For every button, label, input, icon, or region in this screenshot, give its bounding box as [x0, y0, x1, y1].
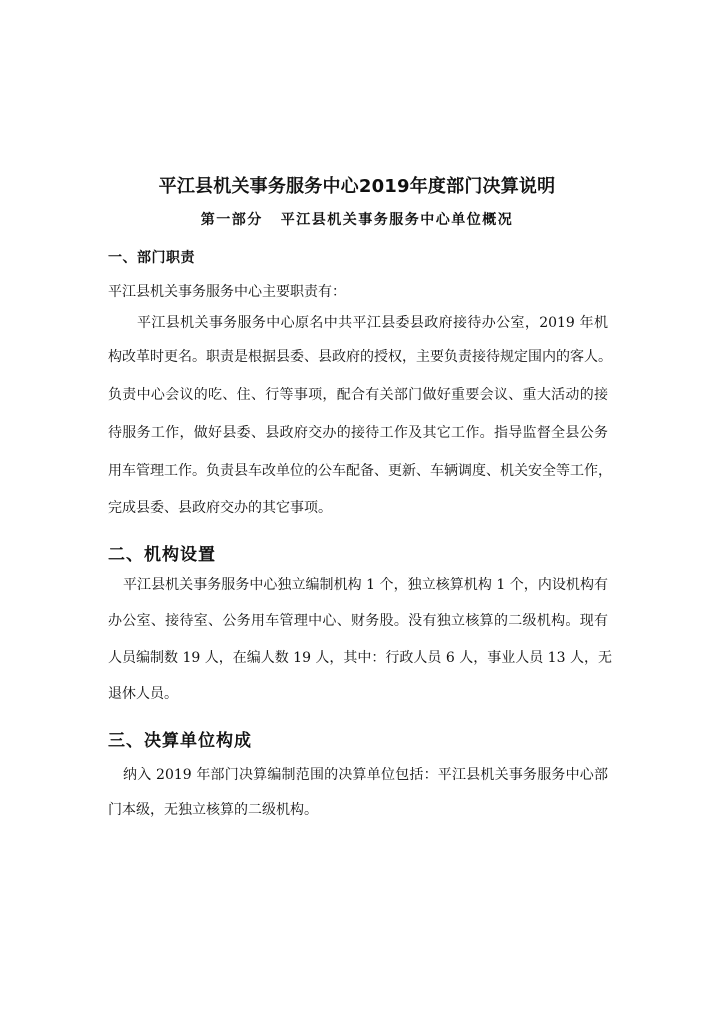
units-line: 门本级，无独立核算的二级机构。 — [108, 802, 318, 818]
section-heading-duties: 一、部门职责 — [108, 250, 195, 266]
units-line: 纳入 2019 年部门决算编制范围的决算单位包括：平江县机关事务服务中心部 — [123, 767, 608, 783]
part-name: 平江县机关事务服务中心单位概况 — [280, 212, 514, 228]
section-heading-units: 三、决算单位构成 — [108, 731, 252, 751]
structure-line: 办公室、接待室、公务用车管理中心、财务股。没有独立核算的二级机构。现有 — [108, 613, 608, 629]
duties-intro: 平江县机关事务服务中心主要职责有： — [108, 284, 346, 300]
part-heading — [0, 209, 714, 229]
duties-line: 完成县委、县政府交办的其它事项。 — [108, 500, 332, 516]
structure-line: 平江县机关事务服务中心独立编制机构 1 个，独立核算机构 1 个，内设机构有 — [123, 577, 608, 593]
structure-line: 退休人员。 — [108, 686, 178, 702]
section-heading-structure: 二、机构设置 — [108, 545, 216, 565]
duties-line: 待服务工作，做好县委、县政府交办的接待工作及其它工作。指导监督全县公务 — [108, 425, 608, 441]
duties-line: 平江县机关事务服务中心原名中共平江县委县政府接待办公室，2019 年机 — [137, 315, 608, 331]
duties-line: 用车管理工作。负责县车改单位的公车配备、更新、车辆调度、机关安全等工作， — [108, 463, 612, 479]
duties-line: 负责中心会议的吃、住、行等事项，配合有关部门做好重要会议、重大活动的接 — [108, 387, 608, 403]
structure-line: 人员编制数 19 人，在编人数 19 人，其中：行政人员 6 人，事业人员 13 人，无 — [108, 650, 612, 666]
document-title: 平江县机关事务服务中心2019年度部门决算说明 — [158, 176, 556, 197]
duties-line: 构改革时更名。职责是根据县委、县政府的授权，主要负责接待规定围内的客人。 — [108, 349, 612, 365]
part-label: 第一部分 — [200, 212, 263, 228]
